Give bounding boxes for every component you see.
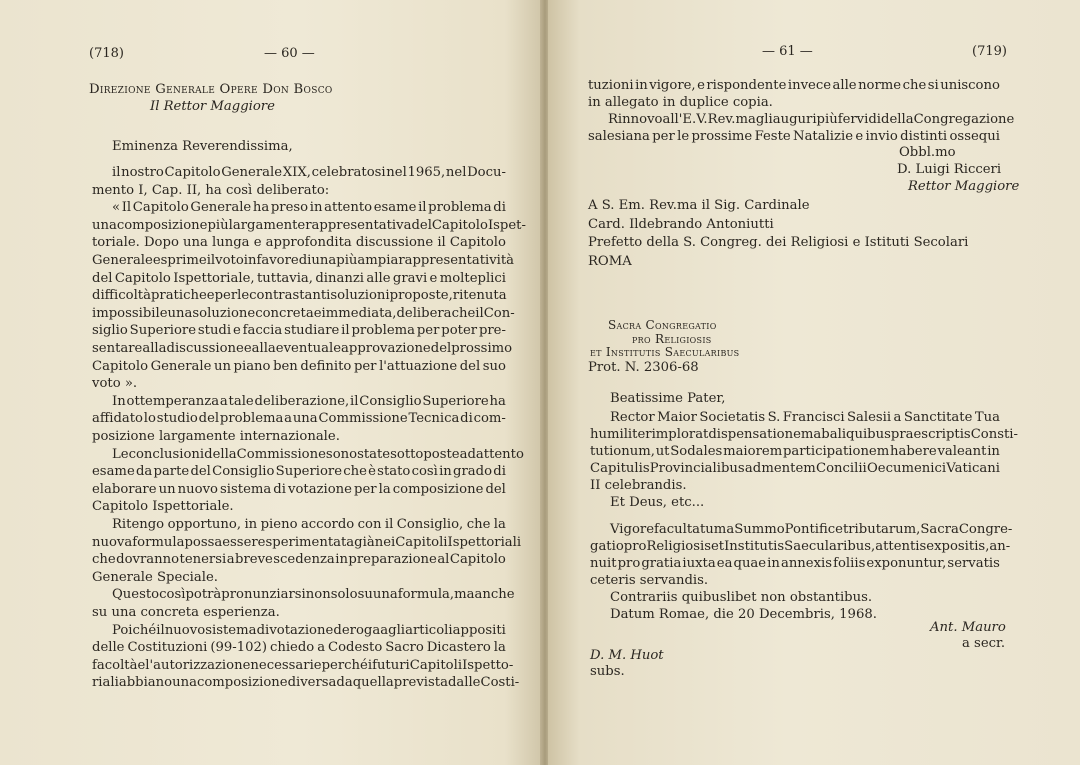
body-line: Capitolo Ispettoriale. [92,499,234,515]
body-line: Rinnovo all'E. V. Rev.ma gli auguri più fervidi della Congregazione [608,112,1015,127]
secretary-role: a secr. [962,636,1006,651]
body-line: Generale Speciale. [92,569,218,585]
latin-line: II celebrandis. [590,478,687,493]
body-line: Questo così potrà pronunziarsi non solo su una formula, ma anche [112,587,515,603]
protocol-number: Prot. N. 2306-68 [588,360,699,375]
latin-line: Et Deus, etc... [610,495,705,510]
congregation-line: Sacra Congregatio [608,318,717,332]
body-line: elaborare un nuovo sistema di votazione per la composizione del [92,481,506,497]
congregation-line: pro Religiosis [632,332,712,346]
body-line: esame da parte del Consiglio Superiore che è stato così in grado di [92,464,506,480]
body-line: voto ». [92,376,138,392]
address-line: Card. Ildebrando Antoniutti [588,216,774,232]
letter-heading-org: Direzione Generale Opere Don Bosco [89,82,333,97]
body-line: Capitolo Generale un piano ben definito per l'attuazione del suo [92,358,506,374]
latin-line: Contrariis quibuslibet non obstantibus. [610,590,873,605]
latin-line: ceteris servandis. [590,573,709,588]
body-line: salesiana per le prossime Feste Natalizie e invio distinti ossequi [588,129,1000,144]
body-line: impossibile una soluzione concreta e immediata, delibera che il Con- [92,305,515,321]
body-line: il nostro Capitolo Generale XIX, celebratosi nel 1965, nel Docu- [112,165,506,180]
closing: Obbl.mo [899,145,956,160]
congregation-line: et Institutis Saecularibus [590,345,740,359]
body-line: che dovranno tenersi a breve scedenza in preparazione al Capitolo [92,552,506,568]
page-number: — 60 — [264,46,315,61]
latin-line: Rector Maior Societatis S. Francisci Salesii a Sanctitate Tua [610,410,1000,425]
body-line: sentare alla discussione e alla eventuale approvazione del prossimo [92,341,513,356]
right-page [548,0,1080,765]
signer-role: Rettor Maggiore [908,179,1020,194]
page-number: — 61 — [762,44,813,59]
latin-line: gatio pro Religiosis et Institutis Saecularibus, attentis expositis, an- [590,539,1011,554]
secretary-signature: Ant. Mauro [930,620,1006,635]
latin-line: humiliter implorat dispensationem ab aliquibus praescriptis Consti- [590,427,1018,442]
body-line: In ottemperanza a tale deliberazione, il Consiglio Superiore ha [112,393,506,409]
body-line: Le conclusioni della Commissione sono state sottoposte ad attento [112,446,524,462]
latin-line: Capitulis Provincialibus ad mentem Concilii Oecumenici Vaticani [590,461,1000,476]
latin-line: nuit pro gratia iuxta ea quae in annexis foliis exponuntur, servatis [590,556,1000,571]
address-line: A S. Em. Rev.ma il Sig. Cardinale [588,198,810,213]
latin-line: Vigore facultatum a Summo Pontifice tributarum, Sacra Congre- [610,522,1013,537]
address-line: ROMA [588,253,632,269]
page-number-paren: (718) [89,46,124,61]
page-number-paren: (719) [972,44,1007,59]
body-line: del Capitolo Ispettoriale, tuttavia, dinanzi alle gravi e molteplici [92,270,506,286]
body-line: toriale. Dopo una lunga e approfondita discussione il Capitolo [92,235,506,251]
body-line: tuzioni in vigore, e rispondente invece alle norme che si uniscono [588,78,1000,93]
body-line: Generale esprime il voto in favore di una più ampia rappresentatività [92,253,515,268]
signer-name: D. Luigi Ricceri [897,162,1002,177]
body-line: facoltà e l'autorizzazione necessarie perché i futuri Capitoli Ispetto- [92,657,514,673]
latin-line: tutionum, ut Sodales maiorem participationem habere valeant in [590,444,1000,459]
body-line: siglio Superiore studi e faccia studiare il problema per poter pre- [92,323,506,339]
body-line: una composizione più largamente rappresentativa del Capitolo Ispet- [92,217,526,233]
letter-heading-role: Il Rettor Maggiore [150,99,275,114]
body-line: nuova formula possa essere sperimentata già nei Capitoli Ispettoriali [92,534,522,550]
address-line: Prefetto della S. Congreg. dei Religiosi e Istituti Secolari [588,235,969,250]
body-line: Ritengo opportuno, in pieno accordo con il Consiglio, che la [112,517,506,532]
subsecretary-signature: D. M. Huot [590,648,664,663]
body-line: su una concreta esperienza. [92,605,280,620]
body-line: difficoltà pratiche e per le contrastanti soluzioni proposte, ritenuta [92,288,507,304]
salutation: Eminenza Reverendissima, [112,139,293,154]
body-line: posizione largamente internazionale. [92,429,340,444]
body-line: mento I, Cap. II, ha così deliberato: [92,182,330,198]
latin-line: Datum Romae, die 20 Decembris, 1968. [610,607,877,622]
body-line: delle Costituzioni (99-102) chiedo a Codesto Sacro Dicastero la [92,640,506,656]
latin-salutation: Beatissime Pater, [610,391,726,406]
body-line: « Il Capitolo Generale ha preso in attento esame il problema di [112,200,506,216]
body-line: Poiché il nuovo sistema di votazione deroga agli articoli appositi [112,622,506,638]
subsecretary-role: subs. [590,664,625,679]
body-line: in allegato in duplice copia. [588,95,773,110]
body-line: affidato lo studio del problema a una Commissione Tecnica di com- [92,411,506,427]
body-line: riali abbiano una composizione diversa da quella prevista dalle Costi- [92,675,520,691]
